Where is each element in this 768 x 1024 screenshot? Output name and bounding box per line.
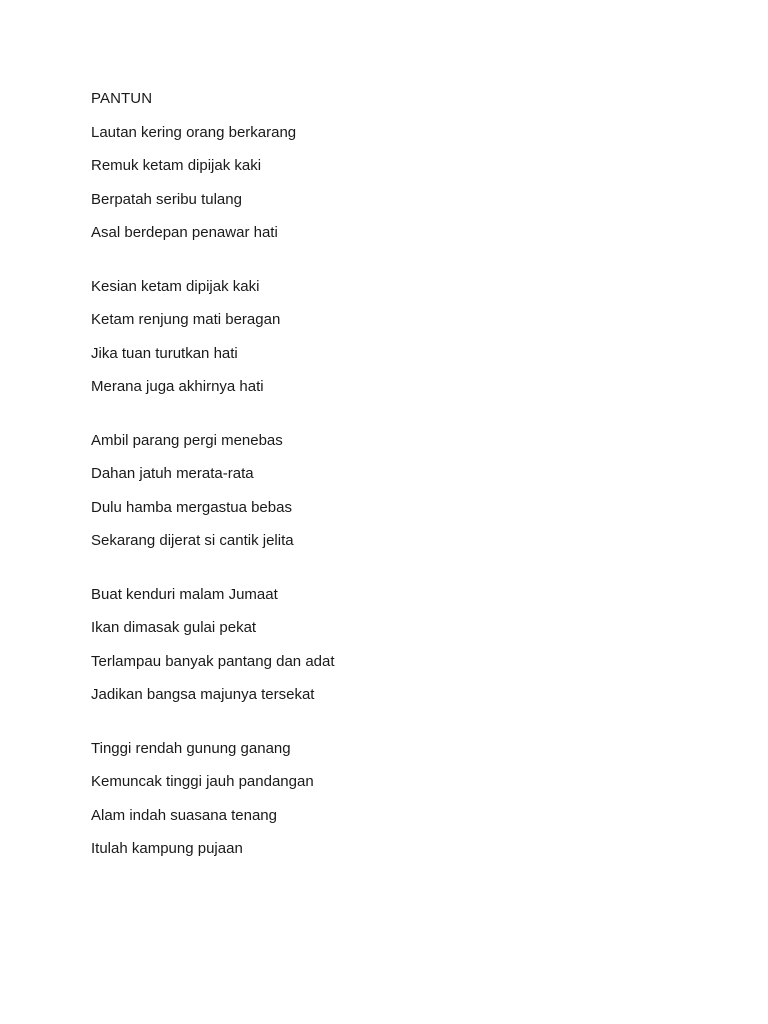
stanza-line: Dulu hamba mergastua bebas <box>91 498 292 516</box>
stanza-line: Tinggi rendah gunung ganang <box>91 739 291 757</box>
stanza-line: Buat kenduri malam Jumaat <box>91 585 278 603</box>
stanza-line: Kesian ketam dipijak kaki <box>91 277 260 295</box>
stanza-line: Sekarang dijerat si cantik jelita <box>91 532 294 549</box>
stanza-line: Remuk ketam dipijak kaki <box>91 157 262 174</box>
stanza-line: Terlampau banyak pantang dan adat <box>91 652 335 670</box>
stanza-5 <box>91 739 691 860</box>
document-content <box>91 89 691 893</box>
stanza-line: Ikan dimasak gulai pekat <box>91 619 257 636</box>
stanza-3 <box>91 431 691 552</box>
stanza-line: Merana juga akhirnya hati <box>91 378 264 395</box>
stanza-4 <box>91 585 691 706</box>
stanza-line: Ketam renjung mati beragan <box>91 311 281 328</box>
stanza-line: Lautan kering orang berkarang <box>91 123 297 141</box>
document-title: PANTUN <box>91 90 153 107</box>
stanza-line: Jadikan bangsa majunya tersekat <box>91 686 315 703</box>
stanza-line: Dahan jatuh merata-rata <box>91 465 254 482</box>
stanza-2 <box>91 277 691 398</box>
stanza-line: Jika tuan turutkan hati <box>91 344 238 362</box>
stanza-1 <box>91 123 691 244</box>
stanza-line: Ambil parang pergi menebas <box>91 431 283 449</box>
stanza-line: Itulah kampung pujaan <box>91 840 243 857</box>
stanza-line: Alam indah suasana tenang <box>91 806 277 824</box>
stanza-line: Asal berdepan penawar hati <box>91 224 278 241</box>
stanza-line: Kemuncak tinggi jauh pandangan <box>91 773 314 790</box>
stanza-line: Berpatah seribu tulang <box>91 190 242 208</box>
